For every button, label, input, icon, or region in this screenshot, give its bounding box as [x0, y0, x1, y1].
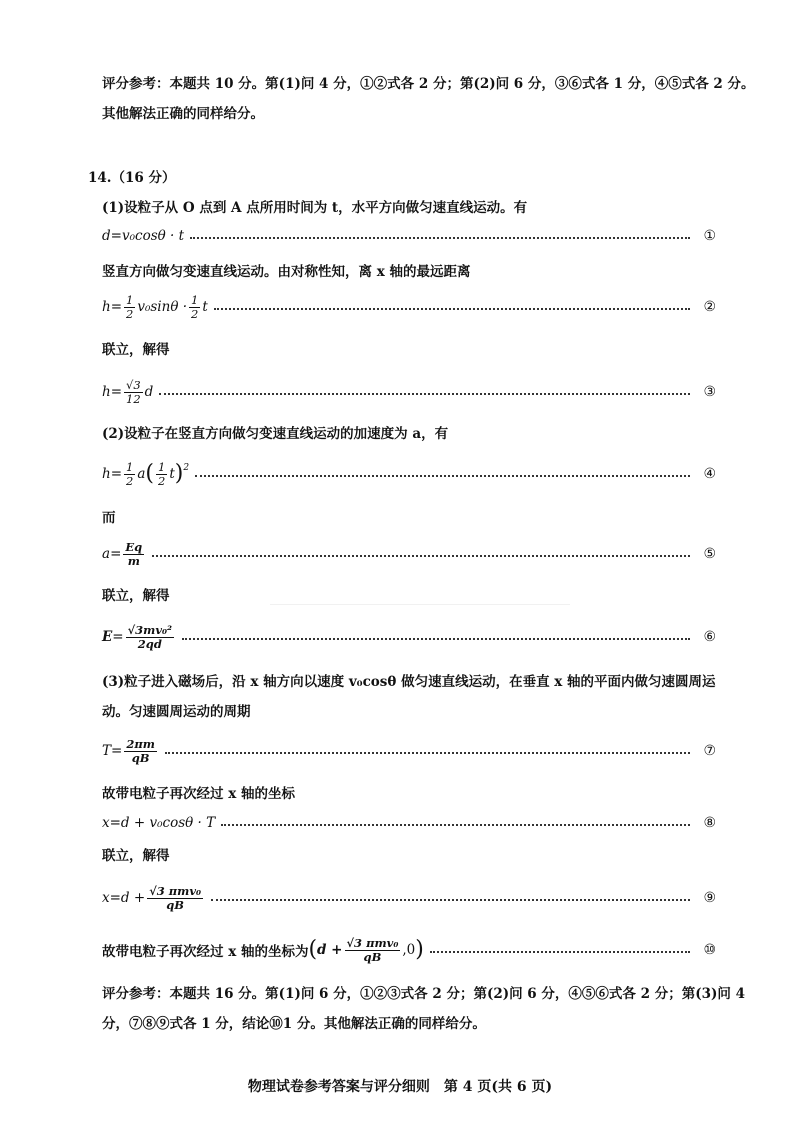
- eq10-left-paren: (: [308, 937, 318, 962]
- eq4-number: ④: [703, 466, 716, 482]
- eq1-lhs: d: [102, 228, 111, 244]
- eq2-f2-numerator: 1: [191, 292, 199, 307]
- eq5-expression: [102, 541, 146, 568]
- eq8-number: ⑧: [703, 815, 716, 831]
- equation-4: [102, 456, 716, 492]
- eq3-fraction: [124, 379, 143, 406]
- equation-9: [102, 878, 716, 918]
- eq10-expression: [308, 937, 423, 964]
- eq4-exponent: 2: [183, 463, 190, 473]
- eq3-number: ③: [703, 384, 716, 400]
- eq10-fraction: [345, 937, 401, 964]
- leader-dots: [211, 899, 690, 901]
- eq2-number: ②: [703, 299, 716, 315]
- eq8-lhs: x: [102, 815, 110, 831]
- eq2-lhs: h: [102, 299, 111, 315]
- eq9-equals: =d +: [109, 890, 146, 906]
- eq3-expression: [102, 379, 153, 406]
- eq2-equals: =: [110, 299, 123, 315]
- eq4-f2-numerator: 1: [158, 459, 166, 474]
- eq4-lhs: h: [102, 466, 111, 482]
- eq6-denominator: 2qd: [137, 636, 162, 651]
- eq5-denominator: m: [127, 553, 140, 568]
- question-14-header: 14.（16 分）: [88, 170, 176, 186]
- leader-dots: [195, 475, 690, 477]
- eq2-f1-denominator: 2: [126, 306, 134, 321]
- q14-para-7a: (3)粒子进入磁场后，沿 x 轴方向以速度 v₀cosθ 做匀速直线运动，在垂直 x 轴的平面内做匀速圆周运: [102, 674, 716, 690]
- eq5-numerator: Eq: [125, 539, 143, 554]
- eq2-tail: t: [202, 299, 208, 315]
- eq4-equals: =: [110, 466, 123, 482]
- q14-para-7b: 动。匀速圆周运动的周期: [102, 704, 251, 720]
- eq10-numerator: √3 πmv₀: [346, 935, 399, 950]
- eq1-number: ①: [703, 228, 716, 244]
- leader-dots: [430, 951, 690, 953]
- eq9-fraction: [147, 885, 203, 912]
- eq4-t: t: [169, 466, 175, 482]
- eq9-denominator: qB: [166, 897, 184, 912]
- eq4-f1-denominator: 2: [126, 473, 134, 488]
- eq4-left-paren: (: [145, 461, 154, 486]
- equation-6: [102, 618, 716, 656]
- q14-para-3: 联立，解得: [102, 342, 170, 358]
- leader-dots: [159, 393, 690, 395]
- leader-dots: [221, 824, 690, 826]
- eq5-equals: =: [110, 546, 122, 562]
- eq7-numerator: 2πm: [126, 736, 155, 751]
- eq7-expression: [102, 738, 159, 765]
- eq10-number: ⑩: [703, 942, 716, 958]
- q14-para-10: 故带电粒子再次经过 x 轴的坐标为: [102, 944, 309, 960]
- eq9-numerator: √3 πmv₀: [149, 883, 202, 898]
- eq3-denominator: 12: [126, 391, 141, 406]
- q14-score-line-1: 评分参考：本题共 16 分。第(1)问 6 分，①②③式各 2 分；第(2)问 6 分，④⑤⑥式各 2 分；第(3)问 4: [102, 986, 745, 1002]
- eq7-lhs: T: [102, 743, 112, 759]
- equation-2: [102, 290, 716, 324]
- eq10-right-paren: ): [415, 937, 424, 962]
- q14-para-4: (2)设粒子在竖直方向做匀变速直线运动的加速度为 a，有: [102, 426, 449, 442]
- q14-score-line-2: 分，⑦⑧⑨式各 1 分，结论⑩1 分。其他解法正确的同样给分。: [102, 1016, 486, 1032]
- eq9-expression: [102, 885, 205, 912]
- eq4-fraction-2: [156, 461, 167, 488]
- q14-para-8: 故带电粒子再次经过 x 轴的坐标: [102, 786, 295, 802]
- eq4-a: a: [137, 466, 146, 482]
- equation-8: [102, 812, 716, 834]
- leader-dots: [190, 237, 690, 239]
- leader-dots: [165, 752, 690, 754]
- prev-score-line-2: 其他解法正确的同样给分。: [102, 106, 264, 122]
- eq4-f1-numerator: 1: [126, 459, 134, 474]
- eq4-fraction-1: [124, 461, 135, 488]
- eq6-numerator: √3mv₀²: [127, 622, 173, 637]
- eq6-equals: =: [112, 629, 124, 645]
- eq3-lhs: h: [102, 384, 111, 400]
- eq6-lhs: E: [102, 629, 113, 645]
- equation-10: [102, 930, 716, 970]
- eq4-right-paren: ): [174, 461, 184, 486]
- scan-artifact: [270, 604, 570, 605]
- eq7-fraction: [124, 738, 157, 765]
- eq2-fraction-1: [124, 294, 135, 321]
- eq10-d: d +: [317, 942, 343, 958]
- q14-para-6: 联立，解得: [102, 588, 170, 604]
- leader-dots: [152, 555, 690, 557]
- eq7-number: ⑦: [703, 743, 716, 759]
- q14-para-1: (1)设粒子从 O 点到 A 点所用时间为 t，水平方向做匀速直线运动。有: [102, 200, 528, 216]
- eq1-expression: [102, 228, 184, 244]
- eq6-number: ⑥: [703, 629, 716, 645]
- eq7-denominator: qB: [131, 750, 150, 765]
- eq6-expression: [102, 624, 176, 651]
- eq10-tail: ,0: [402, 942, 416, 958]
- q14-para-5: 而: [102, 510, 116, 526]
- eq9-lhs: x: [102, 890, 110, 906]
- leader-dots: [182, 638, 690, 640]
- eq1-rhs: =v₀cosθ · t: [110, 228, 185, 244]
- eq4-expression: [102, 461, 189, 488]
- eq9-number: ⑨: [703, 890, 716, 906]
- eq5-fraction: [123, 541, 144, 568]
- q14-para-2: 竖直方向做匀变速直线运动。由对称性知，离 x 轴的最远距离: [102, 264, 471, 280]
- equation-3: [102, 374, 716, 410]
- eq7-equals: =: [111, 743, 123, 759]
- eq3-tail: d: [144, 384, 154, 400]
- eq10-denominator: qB: [363, 949, 382, 964]
- eq8-expression: [102, 815, 215, 831]
- eq4-f2-denominator: 2: [158, 473, 166, 488]
- q14-para-9: 联立，解得: [102, 848, 170, 864]
- equation-1: [102, 226, 716, 246]
- eq2-f2-denominator: 2: [191, 306, 199, 321]
- leader-dots: [214, 308, 690, 310]
- eq2-middle: v₀sinθ ·: [137, 299, 188, 315]
- eq2-expression: [102, 294, 208, 321]
- eq8-rhs: =d + v₀cosθ · T: [109, 815, 216, 831]
- prev-score-line-1: 评分参考：本题共 10 分。第(1)问 4 分，①②式各 2 分；第(2)问 6 分，③⑥式各 1 分，④⑤式各 2 分。: [102, 76, 755, 92]
- eq2-f1-numerator: 1: [126, 292, 134, 307]
- eq5-number: ⑤: [703, 546, 716, 562]
- equation-7: [102, 732, 716, 770]
- page-footer: 物理试卷参考答案与评分细则 第 4 页(共 6 页): [247, 1079, 553, 1095]
- equation-5: [102, 536, 716, 572]
- eq3-numerator: √3: [126, 377, 141, 392]
- eq6-fraction: [126, 624, 174, 651]
- eq5-lhs: a: [102, 546, 111, 562]
- eq3-equals: =: [110, 384, 123, 400]
- eq2-fraction-2: [189, 294, 200, 321]
